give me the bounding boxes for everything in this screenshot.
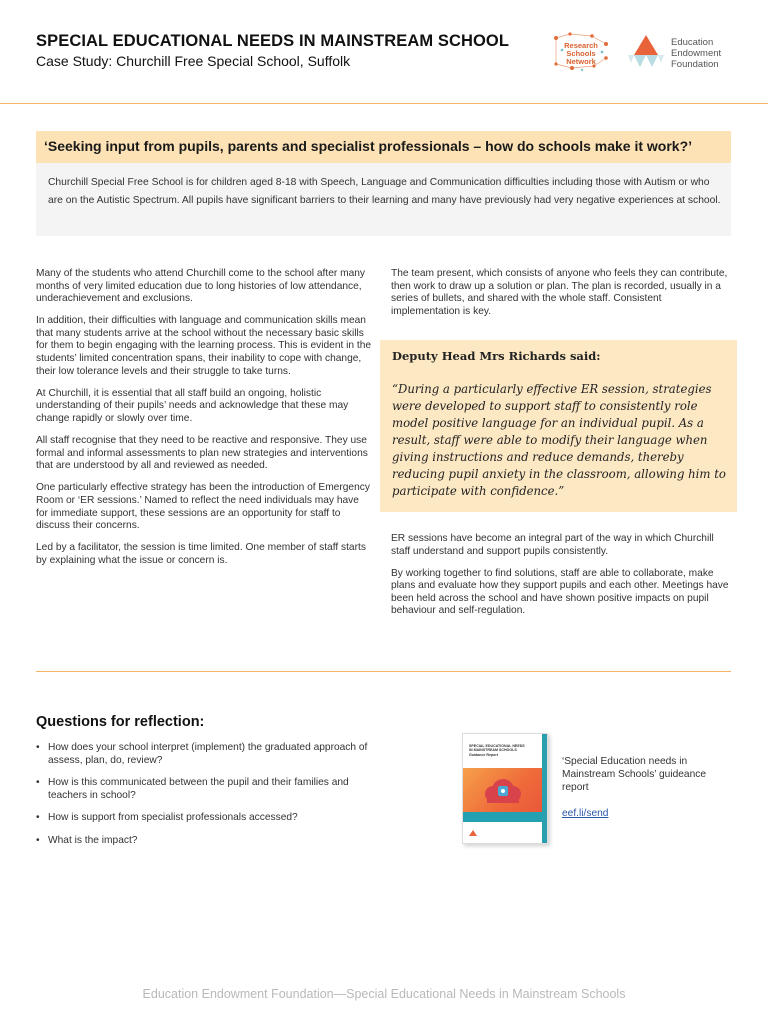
research-schools-logo-text: Research Schools Network — [564, 41, 598, 66]
guidance-link[interactable]: eef.li/send — [562, 808, 609, 819]
cloud-illustration-icon — [463, 768, 544, 812]
guidance-description: ‘Special Education needs in Mainstream Schools’ guideance report — [562, 756, 707, 793]
body-column-left — [36, 268, 372, 577]
body-paragraph: At Churchill, it is essential that all staff build an ongoing, holistic understanding of their pupils’ needs and acknowledge that these may change rapidly or slowly over time. — [36, 387, 349, 424]
research-schools-logo — [552, 30, 610, 72]
quote-text: “During a particularly effective ER session, strategies were developed to support staff to consistently role model positive language for an individual pupil. As a result, staff were able to modify their language when giving instructions and reduce demands, thereby reducing pupil anxiety in the classroom, allowing him to participate with confidence.” — [392, 382, 726, 498]
page-header — [0, 0, 768, 104]
body-column-right-bottom — [391, 533, 731, 628]
bullet-icon: • — [36, 742, 40, 753]
body-paragraph: By working together to find solutions, staff are able to collaborate, make plans and evaluate how they support pupils and each other. Meetings have been held across the school and have shown positive impacts on pupil behaviour and self-regulation. — [391, 567, 729, 617]
body-paragraph: Led by a facilitator, the session is time limited. One member of staff starts by explaining what the issue or concern is. — [36, 542, 366, 566]
quote-box — [380, 340, 737, 512]
page-title: SPECIAL EDUCATIONAL NEEDS IN MAINSTREAM SCHOOL — [36, 32, 510, 50]
reflection-title: Questions for reflection: — [36, 714, 205, 730]
body-paragraph: In addition, their difficulties with language and communication skills mean that many students arrive at the school without the necessary basic skills for them to begin engaging with the learning process. This is evident in the students’ limited concentration spans, their inability to cope with change, their low tolerance levels and their struggle to take turns. — [36, 315, 372, 377]
intro-box — [36, 163, 731, 236]
list-item-text: How is support from specialist professionals accessed? — [48, 812, 298, 824]
body-paragraph: One particularly effective strategy has been the introduction of Emergency Room or ‘ER sessions.’ Named to reflect the need individuals may have for immediate support, these sessions are an opportunity for staff to discuss their concerns. — [36, 482, 370, 532]
eef-logo-line: Endowment — [671, 48, 722, 59]
quote-heading: Deputy Head Mrs Richards said: — [392, 349, 601, 363]
body-paragraph: The team present, which consists of anyone who feels they can contribute, then work to draw up a solution or plan. The plan is recorded, usually in a series of bullets, and shared with the whole staff. Consistent implementation is key. — [391, 268, 728, 317]
eef-mini-logo-icon — [469, 830, 477, 838]
body-paragraph: ER sessions have become an integral part of the way in which Churchill staff understand and support pupils consistently. — [391, 533, 714, 557]
cover-spine — [542, 734, 547, 844]
list-item-text: How is this communicated between the pupil and their families and teachers in school? — [48, 777, 349, 801]
reflection-list — [36, 742, 376, 858]
body-paragraph: All staff recognise that they need to be reactive and responsive. They use formal and informal assessments to plan new strategies and interventions that are understood by all and reviewed as needed. — [36, 435, 368, 472]
cover-title: SPECIAL EDUCATIONAL NEEDS IN MAINSTREAM SCHOOLS Guidance Report — [469, 744, 525, 757]
page-subtitle: Case Study: Churchill Free Special School, Suffolk — [36, 53, 351, 69]
guidance-report-cover[interactable] — [462, 733, 548, 844]
cover-illustration — [463, 768, 544, 812]
intro-text: Churchill Special Free School is for children aged 8-18 with Speech, Language and Communication difficulties including those with Autism or who are on the Autistic Spectrum. All pupils have significant barriers to their learning and many have previously had very negative experiences at school. — [48, 177, 721, 206]
list-item — [36, 835, 376, 848]
question-banner-text: ‘Seeking input from pupils, parents and specialist professionals – how do schools make it work?’ — [44, 138, 693, 154]
page-footer: Education Endowment Foundation—Special Educational Needs in Mainstream Schools — [142, 987, 626, 1001]
eef-logo-text — [671, 37, 721, 70]
list-item — [36, 812, 376, 825]
list-item — [36, 742, 376, 767]
body-paragraph: Many of the students who attend Churchill come to the school after many months of very limited education due to long histories of low attendance, underachievement and exclusions. — [36, 268, 366, 305]
list-item — [36, 777, 376, 802]
section-divider — [36, 671, 731, 672]
cover-teal-band — [463, 812, 544, 822]
bullet-icon: • — [36, 834, 40, 846]
eef-logo-line: Foundation — [671, 59, 719, 70]
body-column-right-top — [391, 268, 731, 328]
bullet-icon: • — [36, 812, 40, 824]
eef-triangle-logo-icon — [628, 33, 664, 69]
bullet-icon: • — [36, 777, 40, 789]
question-banner — [36, 131, 731, 163]
list-item-text: What is the impact? — [48, 834, 138, 846]
eef-logo-line: Education — [671, 37, 714, 48]
list-item-text: How does your school interpret (implement) the graduated approach of assess, plan, do, review? — [48, 742, 368, 766]
